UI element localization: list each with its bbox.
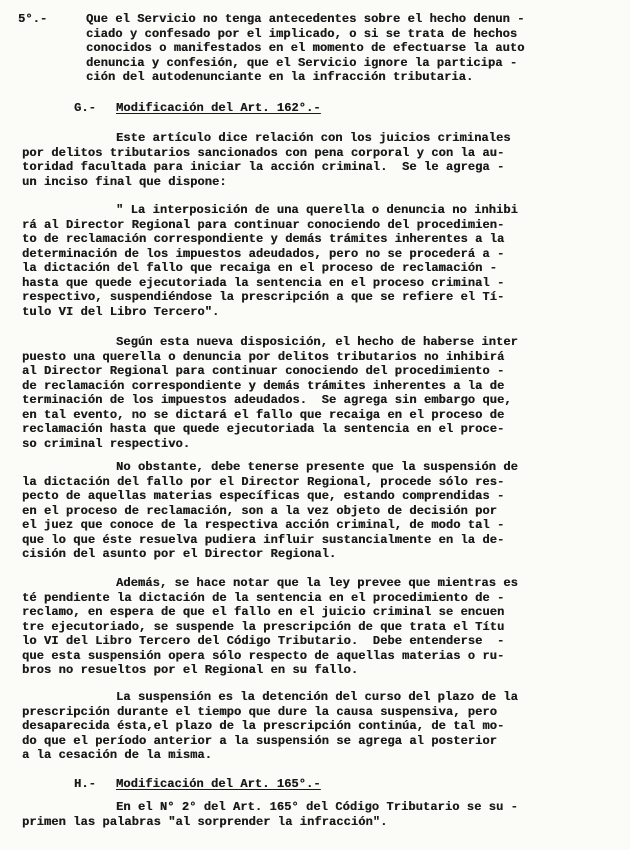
paragraph-line: reclamo, en espera de que el fallo en el juicio criminal se encuen <box>22 605 505 619</box>
quote-line: rá al Director Regional para continuar conociendo del procedimien- <box>22 217 505 232</box>
paragraph-line: do que el período anterior a la suspensión se agrega al posterior <box>22 733 497 748</box>
item-5-line: ción del autodenunciante en la infracción tributaria. <box>86 70 474 84</box>
section-g-intro-line: toridad facultada para iniciar la acción criminal. Se le agrega - <box>22 160 505 174</box>
section-g-intro-line: Este artículo dice relación con los juicios criminales <box>116 131 511 145</box>
paragraph-line: tre ejecutoriado, se suspende la prescripción de que trata el Títu <box>22 619 505 634</box>
item-5-line: denuncia y confesión, que el Servicio ignore la participa - <box>86 55 518 70</box>
paragraph-line: en tal evento, no se dictará el fallo que recaiga en el proceso de <box>22 407 505 422</box>
item-5-line: conocidos o manifestados en el momento de efectuarse la auto <box>86 41 525 55</box>
paragraph-line: bros no resueltos por el Regional en su fallo. <box>22 663 359 677</box>
item-5-marker: 5°.- <box>18 12 48 26</box>
item-5-line: Que el Servicio no tenga antecedentes sobre el hecho denun - <box>86 12 525 26</box>
section-h-heading: Modificación del Art. 165°.- <box>116 777 321 791</box>
quote-line: tulo VI del Libro Tercero". <box>22 304 220 319</box>
paragraph-line: reclamación hasta que quede ejecutoriada la sentencia en el proce- <box>22 422 505 436</box>
paragraph-line: Además, se hace notar que la ley prevee que mientras es <box>116 576 518 590</box>
paragraph-line: pecto de aquellas materias específicas que, estando comprendidas - <box>22 489 505 503</box>
paragraph-line: la dictación del fallo por el Director Regional, procede sólo res- <box>22 474 505 489</box>
paragraph-line: té pendiente la dictación de la sentencia en el procedimiento de - <box>22 590 505 605</box>
quote-line: respectivo, suspendiéndose la prescripción a que se refiere el Tí- <box>22 290 505 304</box>
paragraph-line: so criminal respectivo. <box>22 436 191 451</box>
paragraph-line: en el proceso de reclamación, son a la vez objeto de decisión por <box>22 503 497 518</box>
paragraph-line: puesto una querella o denuncia por delitos tributarios no inhibirá <box>22 349 505 364</box>
quote-line: determinación de los impuestos adeudados, pero no se procederá a - <box>22 246 505 261</box>
quote-line: hasta que quede ejecutoriada la sentencia en el proceso criminal - <box>22 275 505 290</box>
section-h-line: En el N° 2° del Art. 165° del Código Tributario se su - <box>116 800 518 814</box>
paragraph-line: No obstante, debe tenerse presente que la suspensión de <box>116 460 518 474</box>
section-h-line: primen las palabras "al sorprender la infracción". <box>22 814 388 829</box>
quote-line: to de reclamación correspondiente y demás trámites inherentes a la <box>22 232 505 246</box>
paragraph-line: el juez que conoce de la respectiva acción criminal, de modo tal - <box>22 518 505 532</box>
quote-line: " La interposición de una querella o denuncia no inhibi <box>116 203 518 217</box>
section-g-intro-line: por delitos tributarios sancionados con pena corporal y con la au- <box>22 145 505 160</box>
item-5-line: ciado y confesado por el implicado, o si se trata de hechos <box>86 26 518 41</box>
paragraph-line: Según esta nueva disposición, el hecho de haberse inter <box>116 335 518 349</box>
quote-line: la dictación del fallo que recaiga en el proceso de reclamación - <box>22 261 497 275</box>
section-h-letter: H.- <box>74 777 96 791</box>
paragraph-line: al Director Regional para continuar conociendo del procedimiento - <box>22 364 505 378</box>
paragraph-line: que lo que éste resuelva pudiera influir sustancialmente en la de- <box>22 532 505 547</box>
paragraph-line: terminación de los impuestos adeudados. Se agrega sin embargo que, <box>22 393 512 407</box>
section-g-heading: Modificación del Art. 162°.- <box>116 101 321 115</box>
paragraph-line: desaparecida ésta,el plazo de la prescripción continúa, de tal mo- <box>22 719 505 733</box>
paragraph-line: a la cesación de la misma. <box>22 748 212 762</box>
paragraph-line: que esta suspensión opera sólo respecto de aquellas materias o ru- <box>22 648 505 663</box>
paragraph-line: prescripción durante el tiempo que dure la causa suspensiva, pero <box>22 704 497 719</box>
paragraph-line: de reclamación correspondiente y demás trámites inherentes a la de <box>22 378 505 393</box>
section-g-intro-line: un inciso final que dispone: <box>22 174 227 189</box>
paragraph-line: La suspensión es la detención del curso del plazo de la <box>116 690 518 704</box>
section-g-letter: G.- <box>74 101 96 115</box>
paragraph-line: lo VI del Libro Tercero del Código Tributario. Debe entenderse - <box>22 634 505 648</box>
paragraph-line: cisión del asunto por el Director Regional. <box>22 547 337 561</box>
